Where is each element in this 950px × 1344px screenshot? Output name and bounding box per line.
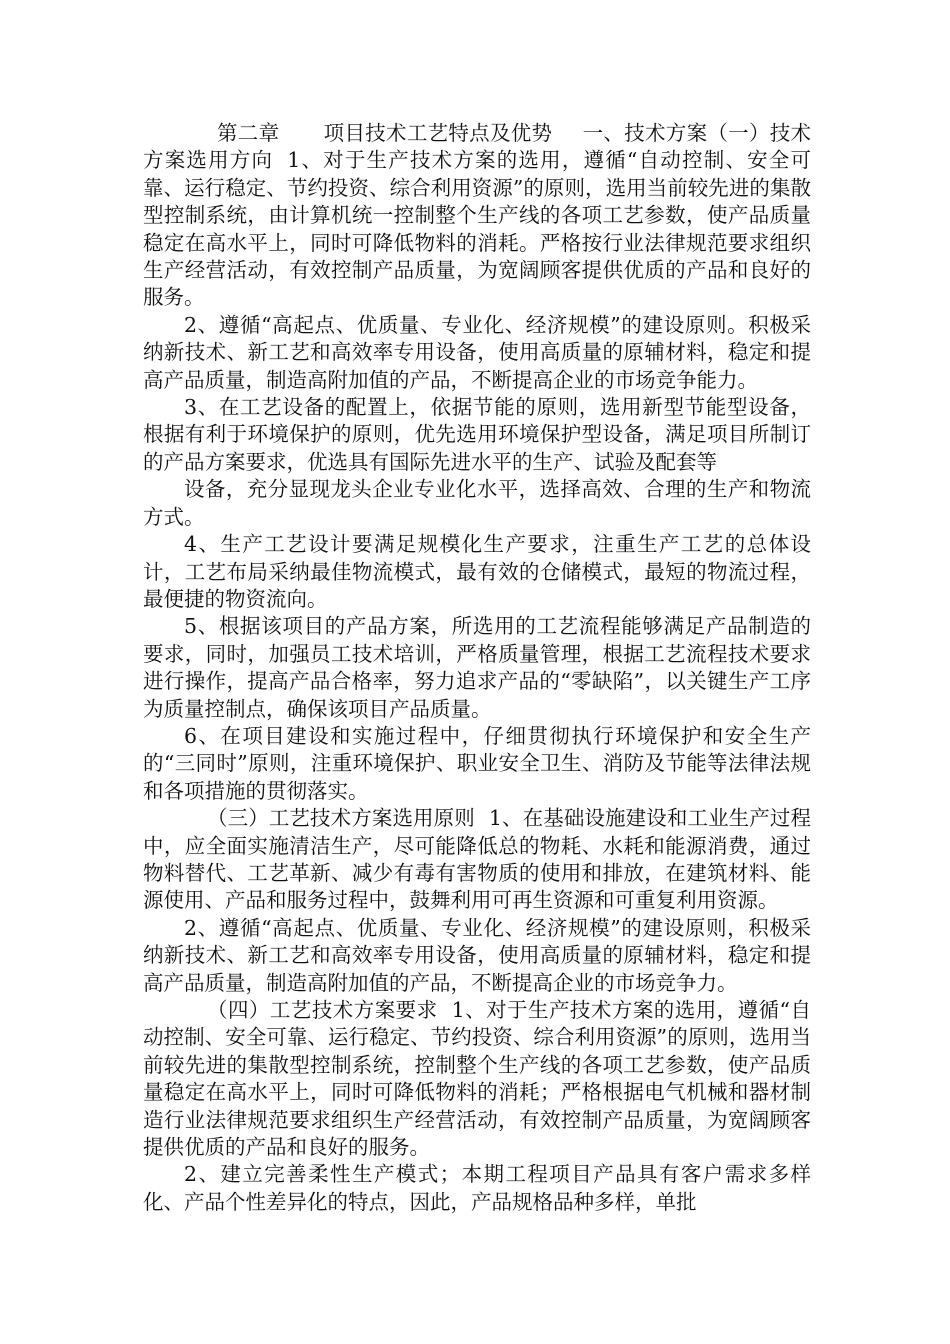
paragraph-3-continued: 设备，充分显现龙头企业专业化水平，选择高效、合理的生产和物流方式。 [143,477,811,529]
paragraph-8: 2、遵循“高起点、优质量、专业化、经济规模”的建设原则，积极采纳新技术、新工艺和高效率专用设备，使用高质量的原辅材料，稳定和提高产品质量，制造高附加值的产品，不断提高企业的市场竞争力。 [143,915,811,995]
section-one-title: 一、技术方案 [582,121,708,145]
paragraph-2: 2、遵循“高起点、优质量、专业化、经济规模”的建设原则。积极采纳新技术、新工艺和高效率专用设备，使用高质量的原辅材料，稳定和提高产品质量，制造高附加值的产品，不断提高企业的市场竞争能力。 [143,312,811,392]
document-page [143,120,811,1216]
paragraph-10: 2、建立完善柔性生产模式；本期工程项目产品具有客户需求多样化、产品个性差异化的特点，因此，产品规格品种多样，单批 [143,1162,811,1214]
paragraph-3: 3、在工艺设备的配置上，依据节能的原则，选用新型节能型设备，根据有利于环境保护的原则，优先选用环境保护型设备，满足项目所制订的产品方案要求，优选具有国际先进水平的生产、试验及配套等 [143,395,811,474]
chapter-label: 第二章 [217,121,280,145]
paragraph-7: 1、在基础设施建设和工业生产过程中，应全面实施清洁生产，尽可能降低总的物耗、水耗和能源消费，通过物料替代、工艺革新、减少有毒有害物质的使用和排放，在建筑材料、能源使用、产品和服务过程中，鼓舞利用可再生资源和可重复利用资源。 [143,806,811,913]
paragraph-4: 4、生产工艺设计要满足规模化生产要求，注重生产工艺的总体设计，工艺布局采纳最佳物流模式，最有效的仓储模式，最短的物流过程，最便捷的物资流向。 [143,532,811,611]
chapter-heading-paragraph [143,120,811,312]
subsection-three-title: （三）工艺技术方案选用原则 [207,806,475,831]
paragraph-1: 1、对于生产技术方案的选用，遵循“自动控制、安全可靠、运行稳定、节约投资、综合利用资源”的原则，选用当前较先进的集散型控制系统，由计算机统一控制整个生产线的各项工艺参数，使产品质量稳定在高水平上，同时可降低物料的消耗。严格按行业法律规范要求组织生产经营活动，有效控制产品质量，为宽阔顾客提供优质的产品和良好的服务。 [143,148,811,310]
paragraph-5: 5、根据该项目的产品方案，所选用的工艺流程能够满足产品制造的要求，同时，加强员工技术培训，严格质量管理，根据工艺流程技术要求进行操作，提高产品合格率，努力追求产品的“零缺陷”，以关键生产工序为质量控制点，确保该项目产品质量。 [143,614,811,721]
subsection-four-paragraph [143,997,811,1161]
subsection-four-title: （四）工艺技术方案要求 [207,998,438,1022]
paragraph-9: 1、对于生产技术方案的选用，遵循“自动控制、安全可靠、运行稳定、节约投资、综合利用资源”的原则，选用当前较先进的集散型控制系统，控制整个生产线的各项工艺参数，使产品质量稳定在高水平上，同时可降低物料的消耗；严格根据电气机械和器材制造行业法律规范要求组织生产经营活动，有效控制产品质量，为宽阔顾客提供优质的产品和良好的服务。 [143,998,812,1160]
subsection-three-paragraph [143,805,811,915]
chapter-title: 项目技术工艺特点及优势 [323,121,553,145]
paragraph-6: 6、在项目建设和实施过程中，仔细贯彻执行环境保护和安全生产的“三同时”原则，注重环境保护、职业安全卫生、消防及节能等法律法规和各项措施的贯彻落实。 [143,723,811,803]
subsection-one-title: （一）技术方案选用方向 [143,121,812,173]
